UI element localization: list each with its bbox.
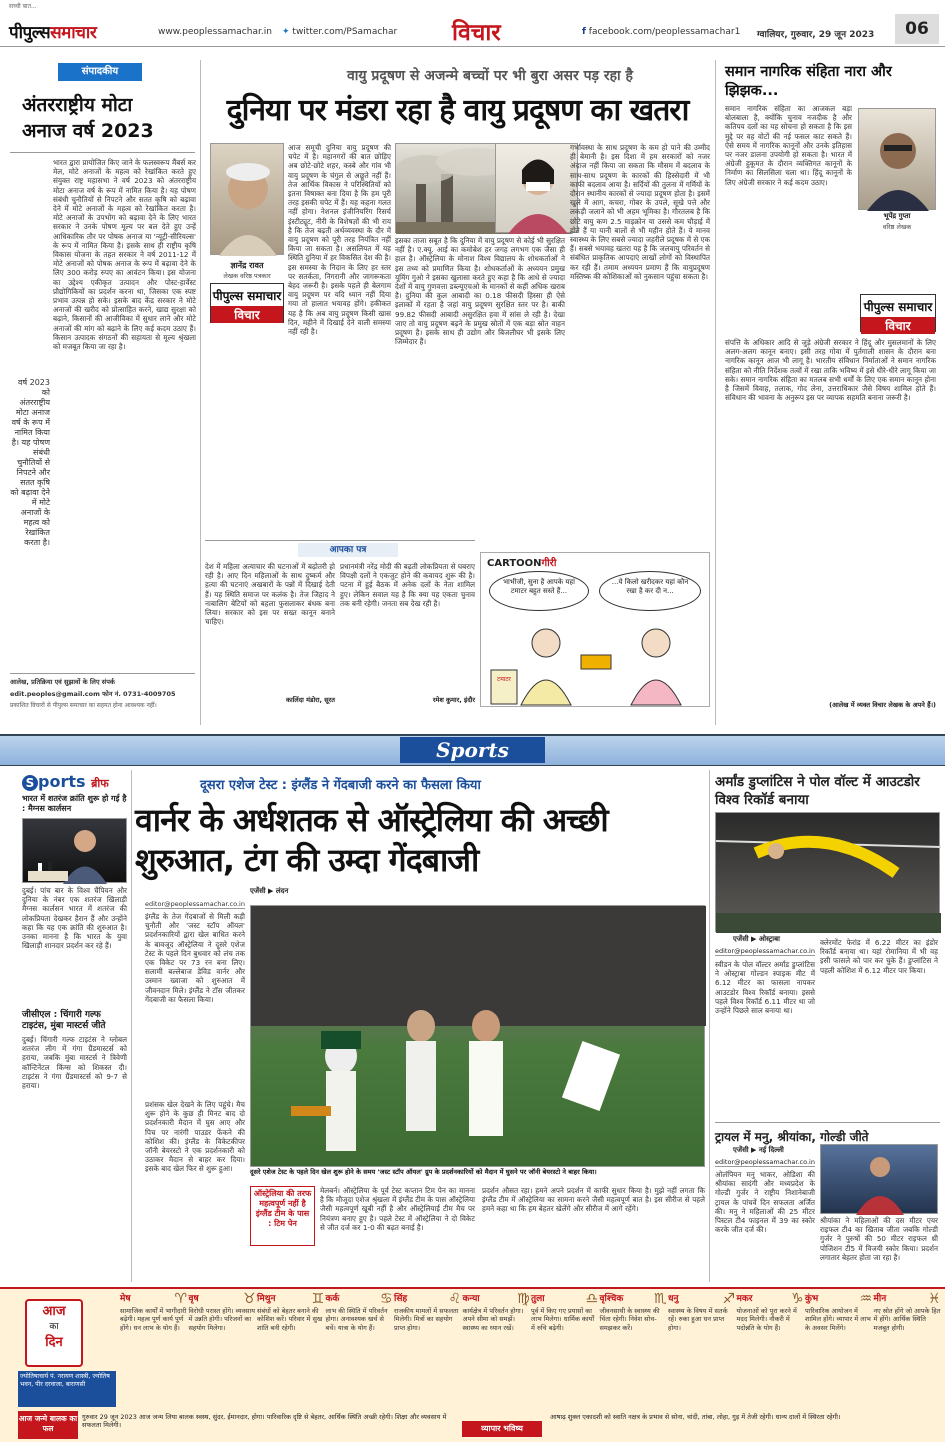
zodiac-icon: ♒ [859,1291,872,1307]
pole-col2: क्लेरमोंट फेरांड में 6.22 मीटर का इंडोर रिकॉर्ड बनाया था। यहां रोमानिया में भी वह इसी फासले को पार कर चुके हैं। डुप्लांटिस ने पहली कोशिश में 6.12 मीटर पार किया। [820,938,938,975]
pole-vaulter-icon [716,813,941,933]
zodiac-sign-8 [599,1291,667,1411]
facebook-handle: facebook.com/peoplessamachar1 [588,27,741,37]
disclaimer: प्रकाशित विचारों से पीपुल्स समाचार का सहमत होना आवश्यक नहीं। [10,702,157,709]
pole-col1: स्वीडन के पोल वॉल्टर अर्मांड डुप्लांटिस ने ओस्ट्राबा गोल्डन स्पाइक मीट में 6.12 मीटर का फासला नापकर आउटडोर विश्व रिकॉर्ड बनाया। इससे पहले विश्व रिकॉर्ड 6.11 मीटर था जो उन्होंने पिछले साल बनाया था। [715,960,815,1016]
business-forecast-text: आषाढ़ शुक्ल एकादशी को स्वाति नक्षत्र के प्रभाव से सोना, चांदी, तांबा, लोहा, गुड़ में तेजी रहेगी। धान्य दालों में स्थिरता रहेगी। [550,1413,841,1421]
zodiac-icon: ♉ [242,1291,256,1307]
zodiac-name: धनु [668,1294,679,1304]
zodiac-icon: ♍ [516,1291,530,1307]
section-logo [210,283,284,323]
author-photo [210,143,284,255]
editorial-pullquote: वर्ष 2023 को अंतरराष्ट्रीय मोटा अनाज वर्ष के रूप में नामित किया है। यह पोषण संबंधी चुनौतियों से निपटने और सतत कृषि को बढ़ावा देने में मोटे अनाजों के महत्व को रेखांकित करता है। [10,378,50,547]
zodiac-text: योजनाओं को पूरा करने में मदद मिलेगी। नौकरी में पदोन्नति के योग हैं। [736,1307,797,1332]
ka-label: का [49,1322,59,1332]
zodiac-text: पूर्व में किए गए प्रयासों का लाभ मिलेगा। धार्मिक कार्यों में रुचि बढ़ेगी। [531,1307,595,1332]
editorial-label: संपादकीय [58,63,142,81]
zodiac-name: मेष [120,1294,131,1304]
cartoon-bubble-1: भाभीजी, सुना है आपके यहां टमाटर बहुत सस्ते हैं... [489,571,589,611]
cricket-col3: प्रदर्शन औसत रहा। हमने अपने प्रदर्शन में काफी सुधार किया है। मुझे नहीं लगता कि इंग्लैंड टीम में ऑस्ट्रेलिया का सामना करने जैसी महत्वपूर्ण बात है। इस सीरीज से पहले हमने कहा था कि हम बेहतर खेलेंगे और सीरीज में आगे रहेंगे। [482,1186,705,1214]
brief-label-en: ports [38,772,86,791]
zodiac-text: विरोधी परास्त होंगे। व्यवसाय में उन्नति होगी। परिजनों का सहयोग मिलेगा। [188,1307,255,1332]
website-link[interactable]: www.peoplessamachar.in [158,27,272,37]
shooter-photo [820,1144,938,1214]
zodiac-sign-2 [188,1291,256,1411]
ucc-logo-label: विचार [861,317,935,334]
cricket-photo [250,905,705,1167]
page-number: 06 [895,14,939,44]
zodiac-icon: ♈ [174,1291,187,1307]
cartoon-title-en: CARTOON [487,558,542,569]
zodiac-sign-10 [736,1291,804,1411]
cartoon-sign-label: टमाटर [497,676,511,683]
lead-kicker: वायु प्रदूषण से अजन्मे बच्चों पर भी बुरा असर पड़ रहा है [347,68,633,84]
shooter-icon [821,1145,939,1215]
zodiac-sign-4 [325,1291,393,1411]
sports-section-label: Sports [400,737,545,763]
zodiac-icon: ♑ [790,1291,804,1307]
letter-1-sign: कालिंदा मंडोरा, सूरत [285,696,335,704]
born-today-label: आज जन्मे बालक का फल [18,1411,78,1439]
cricket-players-icon [251,906,706,1168]
twitter-link[interactable] [282,27,397,37]
zodiac-name: मिथुन [257,1294,276,1304]
zodiac-text: जीवनसाथी के स्वास्थ्य की चिंता रहेगी। निवेश सोच-समझकर करें। [599,1307,660,1332]
cricket-col2: मेलबर्न। ऑस्ट्रेलिया के पूर्व टेस्ट कप्तान टिम पेन का मानना है कि मौजूदा एशेज श्रृंखला में इंग्लैंड टीम के पास ऑस्ट्रेलिया जैसी महत्वपूर्ण खूबी नहीं है और ऑस्ट्रेलियाई टीम मैच पर नियंत्रण बनाए हुए है। पहले टेस्ट में ऑस्ट्रेलिया ने दो विकेट से जीत दर्ज कर 1-0 की बढ़त बनाई है। [320,1186,475,1232]
shoot-email[interactable]: editor@peoplessamachar.co.in [715,1158,815,1166]
brief-story-1: दुबई। पांच बार के विश्व चैंपियन और दुनिया के नंबर एक शतरंज खिलाड़ी मैग्नस कार्लसन भारत में शतरंज की लोकप्रियता देखकर हैरान हैं और उन्होंने कहा कि यह एक क्रांति की शुरुआत है। उनका मानना है कि भारत के युवा खिलाड़ी शानदार प्रदर्शन कर रहे हैं। [22,886,127,951]
zodiac-icon: ♋ [379,1291,393,1307]
lead-col1: आज समूची दुनिया वायु प्रदूषण की चपेट में है। महानगरों की बात छोड़िए अब छोटे-छोटे शहर, कस्बे और गांव भी वायु प्रदूषण के चंगुल से अछूते नहीं हैं। तेज आर्थिक विकास ने परिस्थितियों को इतना विषाक्त बना दिया है कि हम पूरी तरह इसकी चपेट में हैं। यह कहना गलत नहीं होगा। नेशनल इंजीनियरिंग रिसर्च इंस्टीट्यूट, नीरी के विशेषज्ञों की भी राय है कि तेज बढ़ती अर्थव्यवस्था के दौर में वायु प्रदूषण को पूरी तरह नियंत्रित नहीं किया जा सकता है। असलियत में यह स्थिति दुनिया में हर विकसित देश की है। इस समस्या के निदान के लिए हर स्तर पर सतर्कता, निगरानी और जागरूकता बेहद जरूरी है। इसके पहले ही बेलगाम वायु प्रदूषण पर यदि ध्यान नहीं दिया गया तो हालात भयावह होंगे। हकीकत यह है कि अब वायु प्रदूषण किसी खास दिन, महीने में दिखाई देने वाली समस्या नहीं रही है। [288,143,391,337]
zodiac-text: संबंधों को बेहतर बनाने की कोशिश करें। परिवार में सुख शांति बनी रहेगी। [257,1307,323,1332]
ucc-author: भूपेंद्र गुप्ता [883,212,911,220]
masthead-logo [9,20,96,43]
zodiac-name: कन्या [462,1294,480,1304]
zodiac-sign-7 [531,1291,598,1411]
zodiac-icon: ♊ [311,1291,324,1307]
tagline: सच्ची बात... [9,3,37,10]
zodiac-text: लाभ की स्थिति में परिवर्तन होगा। अनावश्यक खर्च से बचें। यात्रा के योग हैं। [325,1307,388,1332]
zodiac-text: कार्यक्षेत्र में परिवर्तन होगा। अपने सीमा को समझें। स्वास्थ्य का ध्यान रखें। [462,1307,524,1332]
cricket-col1: इंग्लैंड के तेज गेंदबाजों से मिली कड़ी चुनौती और 'जस्ट स्टॉप ऑयल' प्रदर्शनकारियों द्वारा खेल बाधित करने के बावजूद ऑस्ट्रेलिया ने दूसरे एशेज टेस्ट के पहले दिन बुधवार को लंच तक एक विकेट पर 73 रन बना लिए। सलामी बल्लेबाज डेविड वार्नर और उस्मान ख्वाजा को शुरुआत में जीवनदान मिले। इंग्लैंड ने टॉस जीतकर गेंदबाजी का फैसला किया। [145,912,245,1004]
letter-2: प्रधानमंत्री नरेंद्र मोदी की बढ़ती लोकप्रियता से घबराए विपक्षी दलों ने एकजुट होने की कवायद शुरू की है। पटना में हुई बैठक में अनेक दलों के नेता शामिल हुए। लेकिन सवाल यह है कि क्या यह एकता चुनाव तक बनी रहेगी। जनता सब देख रही है। [340,562,475,608]
lead-author: ज्ञानेंद्र रावत [230,261,264,270]
lead-headline: दुनिया पर मंडरा रहा है वायु प्रदूषण का खतरा [226,93,689,128]
cartoon-drawing-icon [491,615,701,705]
zodiac-icon: ♌ [448,1291,461,1307]
cartoon-title-hi: गीरी [541,558,557,569]
zodiac-sign-6 [462,1291,530,1411]
zodiac-text: नए स्रोत होंगे जो आपके हित में होंगे। आर्थिक स्थिति मजबूत होगी। [873,1307,941,1332]
zodiac-name: तुला [531,1294,545,1304]
zodiac-sign-9 [668,1291,735,1411]
zodiac-text: पारिवारिक आयोजन में शामिल होंगे। व्यापार में लाभ के अवसर मिलेंगे। [805,1307,871,1332]
zodiac-name: मकर [736,1294,753,1304]
zodiac-text: सामाजिक कार्यों में भागीदारी बढ़ेगी। महत्व पूर्ण कार्य पूर्ण होंगे। धन लाभ के योग हैं। [120,1307,187,1332]
cricket-kicker: दूसरा एशेज टेस्ट : इंग्लैंड ने गेंदबाजी करने का फैसला किया [200,778,481,793]
zodiac-icon: ♏ [653,1291,667,1307]
brief-story-2: दुबई। चिंगारी गल्फ टाइटंस ने ग्लोबल शतरंज लीग में गंगा ग्रैंडमास्टर्स को हराया, जबकि मुंबा मास्टर्स ने त्रिवेणी कॉन्टिनेंटल किंग्स को शिकस्त दी। टाइटंस ने गंगा ग्रैंडमास्टर्स को 9-7 से हराया। [22,1035,127,1091]
pole-headline: अर्मांड डुप्लांटिस ने पोल वॉल्ट में आउटडोर विश्व रिकॉर्ड बनाया [715,774,920,808]
zodiac-sign-1 [120,1291,187,1411]
facebook-icon: f [582,27,586,37]
brand-part2: समाचार [50,23,97,43]
facebook-link[interactable] [582,27,740,37]
aaj-ka-din-box [25,1299,83,1367]
astrologer-info: ज्योतिषाचार्य पं. नरायण शास्त्री, ज्योतिष भवन, पीर दरवाजा, बाराणसी [18,1371,116,1407]
cartoon-bubble-2: ...ये किलो खरीदकर यहां कौन रखा है कर दी न... [599,571,701,611]
twitter-icon: ✦ [282,27,290,37]
ucc-author-role: वरिष्ठ लेखक [882,223,912,231]
zodiac-sign-11 [805,1291,872,1411]
sports-brief-label [22,772,109,791]
zodiac-sign-5 [394,1291,461,1411]
shoot-headline: ट्रायल में मनु, श्रीयांका, गोल्डी जीते [715,1130,869,1144]
zodiac-name: वृष [188,1294,199,1304]
zodiac-name: मीन [873,1294,887,1304]
brief-label-hi: ब्रीफ [91,777,109,790]
pole-byline: एजेंसी ▶ ओस्ट्राबा [733,935,780,943]
contact-email[interactable]: edit.peoples@gmail.com फोन नं. 0731-4009705 [10,690,176,698]
brand-part1: पीपुल्स [9,23,51,43]
cricket-photo-caption: दूसरे एशेज टेस्ट के पहले दिन खेल शुरू होने के समय 'जस्ट स्टॉप ऑयल' ग्रुप के प्रदर्शनकारियों को मैदान में घुसने पर जॉनी बेयरस्टो ने बाहर किया। [250,1168,597,1176]
cricket-headline: वार्नर के अर्धशतक से ऑस्ट्रेलिया की अच्छी शुरुआत, टंग की उम्दा गेंदबाजी [135,801,608,879]
ucc-author-portrait-icon [859,109,937,211]
chess-player-icon [23,819,128,884]
cricket-email[interactable]: editor@peoplessamachar.co.in [145,900,245,908]
author-portrait-icon [211,144,285,256]
horoscope-strip [0,1287,945,1442]
cartoon-title [487,555,556,569]
s-logo-icon: S [22,775,38,791]
carlsen-photo [22,818,127,883]
page-header [0,0,945,47]
section-logo-label: विचार [211,306,283,323]
zodiac-text: राजकीय मामलों में सफलता मिलेगी। मित्रों का सहयोग प्राप्त होगा। [394,1307,459,1332]
letter-1: देश में महिला अत्याचार की घटनाओं में बढ़ोतरी हो रही है। आए दिन महिलाओं के साथ दुष्कर्म और हत्या की घटनाएं अखबारों के पन्नों में दिखाई देती हैं। यह स्थिति समाज पर कलंक है। तेज जिहाद ने नाबालिग बेटियों को बहला फुसलाकर बंधक बना लिया। सरकार को इस पर सख्त कानून बनाने चाहिए। [205,562,335,627]
born-today-text: गुरुवार 29 जून 2023 आज जन्म लिया बालक स्वस्थ, सुंदर, ईमानदार, होगा। पारिवारिक दृष्टि से बेहतर, आर्थिक स्थिति अच्छी रहेगी। शिक्षा और व्यवसाय में सफलता मिलेगी। [82,1413,447,1430]
section-title: विचार [452,20,501,46]
zodiac-icon: ♎ [585,1291,598,1307]
ucc-footnote: (आलेख में व्यक्त विचार लेखक के अपने हैं।) [829,701,936,709]
zodiac-name: कर्क [325,1294,340,1304]
pole-email[interactable]: editor@peoplessamachar.co.in [715,947,815,955]
business-forecast-label: व्यापार भविष्य [462,1421,542,1437]
zodiac-name: कुंभ [805,1294,819,1304]
tim-paine-quote: ऑस्ट्रेलिया की तरफ महत्वपूर्ण नहीं है इंग्लैंड टीम के पास : टिम पेन [250,1186,315,1246]
shoot-col2: श्रीयांका ने महिलाओं की दस मीटर एयर राइफल टी4 का खिताब जीता जबकि गोल्डी गुर्जर ने पुरुषों की 50 मीटर राइफल थ्री पोजिशन टी5 में विजयी स्कोर किया। प्रदर्शन लगातार बेहतर होता जा रहा है। [820,1216,938,1262]
zodiac-icon: ♐ [722,1291,735,1307]
ucc-body-2: संपत्ति के अधिकार आदि से जुड़े अंग्रेजी सरकार ने हिंदू और मुसलमानों के लिए अलग-अलग कानून बनाए। इसी तरह गोवा में पुर्तगाली शासन के दौरान बना नागरिक कानून आज भी लागू है। भारतीय संविधान निर्माताओं ने समान नागरिक संहिता को नीति निर्देशक तत्वों में रखा ताकि भविष्य में इसे धीरे-धीरे लागू किया जा सके। समान नागरिक संहिता का मतलब सभी धर्मों के लिए एक समान कानून होना है जिसमें विवाह, तलाक, गोद लेना, उत्तराधिकार जैसे विषय शामिल होते हैं। संविधान की भावना के अनुरूप इस पर व्यापक सहमति बनाना जरूरी है। [725,338,936,403]
zodiac-name: वृश्चिक [599,1294,624,1304]
lead-col2: इसका ताजा सबूत है कि दुनिया में वायु प्रदूषण से कोई भी सुरक्षित नहीं है। ए.क्यू. आई का कमोबेश हर जगह लगभग एक जैसा ही हाल है। ऑस्ट्रेलिया के मोनाश विश्व विद्यालय के शोधकर्ताओं ने इस तथ्य को प्रमाणित किया है। शोधकर्ताओं के अध्ययन प्रमुख यूमिंग गुओ ने इसका खुलासा करते हुए कहा है कि आधे से ज्यादा देशों में वायु गुणवत्ता डब्ल्यूएचओ के मानकों से कहीं अधिक खराब है। दुनिया की कुल आबादी का 0.18 फीसदी हिस्सा ही ऐसे इलाकों में रहता है जहां वायु प्रदूषण सुरक्षित स्तर पर है। बाकी 99.82 फीसदी आबादी असुरक्षित हवा में सांस ले रही है। देखा जाए तो वायु प्रदूषण बढ़ने के प्रमुख स्रोतों में एक बड़ा स्रोत वाहन प्रदूषण है। इसके साथ ही उद्योग और बिजलीघर भी इसके लिए जिम्मेदार हैं। [395,236,565,347]
cricket-col1b: प्रशंसक खेल देखने के लिए पहुंचे। मैच शुरू होने के कुछ ही मिनट बाद दो प्रदर्शनकारी मैदान में घुस आए और पिच पर नारंगी पाउडर फेंकने की कोशिश की। इंग्लैंड के विकेटकीपर जॉनी बेयरस्टो ने एक प्रदर्शनकारी को उठाकर मैदान से बाहर कर दिया। इसके बाद खेल फिर से शुरू हुआ। [145,1100,245,1174]
editorial-body: भारत द्वारा प्रायोजित किए जाने के फलस्वरूप मैंबर्स कर मेल, मोटे अनाजों के महत्व को रेखांकित करते हुए संयुक्त राष्ट्र महासभा ने वर्ष 2023 को अंतरराष्ट्रीय मोटा अनाज वर्ष के रूप में नामित किया है। यह पोषण संबंधी चुनौतियों से निपटने और सतत कृषि को बढ़ावा देने में मोटे अनाजों के महत्व को रेखांकित करता है। मोटे अनाजों के उपभोग को बढ़ावा देने के लिए भारत सरकार ने उनके पोषण मूल्य पर बल देते हुए उन्हें आधिकारिक तौर पर पोषक अनाज या 'न्यूट्री-सीरियल्स' के रूप में नामित किया है। इसके साथ ही राष्ट्रीय कृषि विकास योजना के तहत सरकार ने वर्ष 2011-12 में मोटे अनाजों को पोषक अनाज के रूप में बढ़ावा देने के लिए 300 करोड़ रुपए का आवंटन किया। इस योजना का उद्देश्य एकीकृत उत्पादन और पोस्ट-हार्वेस्ट प्रौद्योगिकियों का प्रदर्शन करना था, जिसका एक स्पष्ट प्रभाव उत्पन्न हो सके। इसके बाद केंद्र सरकार ने मोटे अनाजों की खरीद को प्रोत्साहित करने, खाद्य सुरक्षा को बढ़ाने, किसानों की आजीविका में सुधार लाने और मोटे अनाजों की मांग को बढ़ाने के लिए कई कदम उठाए हैं। किसान उत्पादक संगठनों की सहायता से मूल्य श्रृंखला को मजबूत किया जा रहा है। [53,158,196,352]
dateline: ग्वालियर, गुरुवार, 29 जून 2023 [757,30,875,40]
ucc-body-1: समान नागरिक संहिता का आजकल बड़ा बोलबाला है, क्योंकि चुनाव नजदीक है और कतिपय दलों का यह सोचना हो सकता है कि इस मुद्दे पर वह वोटों की नई फसल काट सकते हैं। ऐसे समय में नागरिक कानूनों और उनके इतिहास पर नजर डालना उपयोगी हो सकता है। भारत में अंग्रेजी हुकूमत के दौरान व्यक्तिगत कानूनों के निर्माण का सिलसिला चला था। हिंदू कानूनों के लिए अंग्रेजी सरकार ने कई कदम उठाए। [725,104,852,187]
ucc-logo-brand: पीपुल्स समाचार [863,300,933,314]
shoot-col1: ओलंपियन मनु भाकर, ओडिशा की श्रीयांका सादंगी और मध्यप्रदेश के गोल्डी गुर्जर ने राष्ट्रीय निशानेबाजी ट्रायल के पांचवें दिन सफलता अर्जित की। मनु ने महिलाओं की 25 मीटर पिस्टल टी4 फाइनल में 39 का स्कोर करके जीत दर्ज की। [715,1170,815,1235]
brief-headline-2: जीसीएल : चिंगारी गल्फ टाइटंस, मुंबा मास्टर्स जीते [22,1010,106,1031]
editorial-title: अंतरराष्ट्रीय मोटा अनाज वर्ष 2023 [22,94,154,142]
face-mask-icon [496,144,579,234]
zodiac-sign-12 [873,1291,941,1411]
twitter-handle: twitter.com/PSamachar [292,27,398,37]
shoot-byline: एजेंसी ▶ नई दिल्ली [733,1146,784,1154]
lead-col3: गर्भावस्था के साथ प्रदूषण के कम हो पाने की उम्मीद ही बेमानी है। इस दिशा में हम सरकारों को नजर अंदाज नहीं किया जा सकता कि मौसम में बदलाव के साथ-साथ प्रदूषण के कारकों की हिस्सेदारी में भी काफी बदलाव आया है। सर्दियों की तुलना में गर्मियों के दौरान स्थानीय कारकों से ज्यादा प्रदूषण होता है। इसमें खुले में आग, कचरा, गोबर के उपले, सूखे पत्ते और लकड़ी जलाने को भी अहम भूमिका है। गौरतलब है कि छोटे वायु कण 2.5 माइक्रोन या उससे कम चौड़ाई में होते हैं या यानी बालों से भी महीन होते हैं। ये मानव स्वास्थ्य के लिए सबसे ज्यादा जहरीले प्रदूषक में से एक हैं। सबसे भयावह खतरा यह है कि जलवायु परिवर्तन से संबंधित प्राकृतिक आपदाएं लाखों लोगों को विस्थापित कर रही हैं। तमाम अध्ययन प्रमाण हैं कि वायुप्रदूषण मस्तिष्क की कोशिकाओं को नुकसान पहुंचा सकता है। [570,143,710,281]
ucc-section-logo [860,294,936,332]
cartoon-box [480,552,710,707]
letters-title: आपका पत्र [298,543,398,557]
lead-author-role: लेखक वरिष्ठ पत्रकार [223,272,271,280]
contact-label: आलेख, प्रतिक्रिया एवं सुझावों के लिए संपर्क [10,678,115,686]
section-logo-brand: पीपुल्स समाचार [212,289,282,303]
zodiac-name: सिंह [394,1294,408,1304]
ucc-author-photo [858,108,936,210]
brief-kicker: भारत में शतरंज क्रांति शुरू हो गई है : मैग्नस कार्लसन [22,794,127,813]
zodiac-text: स्वास्थ्य के विषय में सतर्क रहें। रुका हुआ धन प्राप्त होगा। [668,1307,728,1332]
cricket-byline: एजेंसी ▶ लंदन [250,887,289,895]
zodiac-icon: ♓ [927,1291,941,1307]
zodiac-sign-3 [257,1291,324,1411]
din-label: दिन [45,1335,63,1350]
aaj-label: आज [42,1304,66,1319]
ucc-title: समान नागरिक संहिता नारा और झिझक... [725,64,892,99]
masked-woman-photo [495,143,578,233]
duplantis-photo [715,812,940,932]
letter-2-sign: रमेश कुमार, इंदौर [432,696,475,704]
